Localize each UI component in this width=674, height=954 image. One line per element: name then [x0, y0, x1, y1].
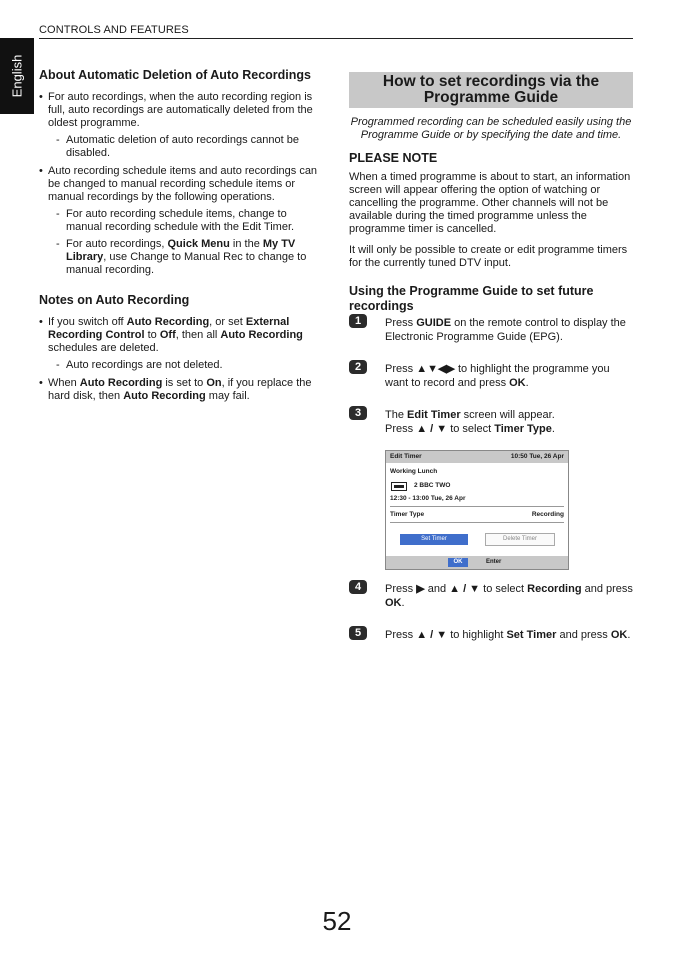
channel-name: 2 BBC TWO	[414, 482, 451, 489]
notes-heading: Notes on Auto Recording	[39, 293, 190, 307]
step-text: Press GUIDE on the remote control to display the Electronic Programme Guide (EPG).	[385, 317, 626, 343]
enter-label: Enter	[486, 559, 502, 565]
step-text: Press ▲▼◀▶ to highlight the programme you want to record and press OK.	[385, 363, 610, 389]
timer-type-label: Timer Type	[390, 511, 425, 518]
screen-title-bar	[386, 451, 568, 463]
step-text: Press ▲ / ▼ to highlight Set Timer and press OK.	[385, 629, 631, 641]
sub-list-item: - For auto recording schedule items, change to manual recording schedule with the Edit Timer.	[48, 208, 323, 234]
right-column	[349, 72, 633, 322]
section-title: How to set recordings via the Programme Guide	[349, 72, 633, 108]
notes-list	[39, 316, 323, 403]
intro-text: Programmed recording can be scheduled easily using the Programme Guide or by specifying the date and time.	[350, 116, 632, 141]
ok-key-icon: OK	[448, 558, 468, 567]
screen-datetime: 10:50 Tue, 26 Apr	[510, 453, 564, 460]
list-item: • When Auto Recording is set to On, if you replace the hard disk, then Auto Recording may fail.	[39, 377, 323, 403]
list-item	[39, 165, 323, 277]
page-number: 52	[322, 906, 352, 936]
note-paragraph: It will only be possible to create or edit programme timers for the currently tuned DTV input.	[349, 244, 628, 269]
delete-timer-button[interactable]: Delete Timer	[485, 533, 555, 546]
step-text: The Edit Timer screen will appear. Press ▲ / ▼ to select Timer Type.	[385, 409, 555, 435]
timer-type-value[interactable]: Recording	[531, 511, 564, 518]
programme-name: Working Lunch	[390, 468, 438, 475]
up-down-arrows-icon: ▲ / ▼	[416, 629, 448, 641]
language-tab-label: English	[9, 54, 25, 98]
screen-footer	[386, 556, 568, 569]
step-number-badge: 2	[349, 360, 367, 374]
language-tab	[0, 38, 34, 114]
divider	[390, 522, 564, 523]
auto-delete-list	[39, 91, 323, 277]
header-rule	[39, 38, 633, 39]
please-note-heading: PLEASE NOTE	[349, 151, 438, 165]
step-number-badge: 4	[349, 580, 367, 594]
sub-list-item: - For auto recordings, Quick Menu in the My TV Library, use Change to Manual Rec to change to manual recording.	[48, 238, 323, 277]
set-timer-button[interactable]: Set Timer	[400, 534, 468, 545]
channel-icon	[391, 482, 407, 491]
subheading: Using the Programme Guide to set future recordings	[349, 284, 594, 313]
right-arrow-icon: ▶	[416, 583, 425, 595]
step-number-badge: 3	[349, 406, 367, 420]
note-paragraph: When a timed programme is about to start, an information screen will appear offering the option of watching or cancelling the programme. Other channels will not be available during the timed programme unless the programme timer is cancelled.	[349, 171, 631, 235]
step-number-badge: 1	[349, 314, 367, 328]
list-item: • If you switch off Auto Recording, or set External Recording Control to Off, then all Auto Recording schedules are deleted. - Auto recordings are not deleted.	[39, 316, 323, 372]
divider	[390, 506, 564, 507]
bullet-text: For auto recordings, when the auto recording region is full, auto recordings are automatically deleted from the oldest programme.	[48, 91, 313, 129]
step-text: Press ▶ and ▲ / ▼ to select Recording and press OK.	[385, 583, 633, 609]
sub-list-item: - Automatic deletion of auto recordings cannot be disabled.	[48, 134, 323, 160]
time-range: 12:30 - 13:00 Tue, 26 Apr	[390, 495, 466, 502]
list-item	[39, 91, 323, 160]
sub-list-item: - Auto recordings are not deleted.	[48, 359, 323, 372]
step-number-badge: 5	[349, 626, 367, 640]
up-down-arrows-icon: ▲ / ▼	[449, 583, 481, 595]
auto-delete-heading: About Automatic Deletion of Auto Recordings	[39, 68, 311, 82]
up-down-arrows-icon: ▲ / ▼	[416, 423, 448, 435]
bullet-text: Auto recording schedule items and auto recordings can be changed to manual recording schedule items or manual recordings by the following operations.	[48, 165, 318, 203]
section-header: CONTROLS AND FEATURES	[39, 24, 189, 36]
arrow-keys-icon: ▲▼◀▶	[416, 363, 455, 375]
screen-title: Edit Timer	[390, 453, 422, 460]
edit-timer-screen	[385, 450, 569, 570]
left-column	[39, 68, 323, 408]
